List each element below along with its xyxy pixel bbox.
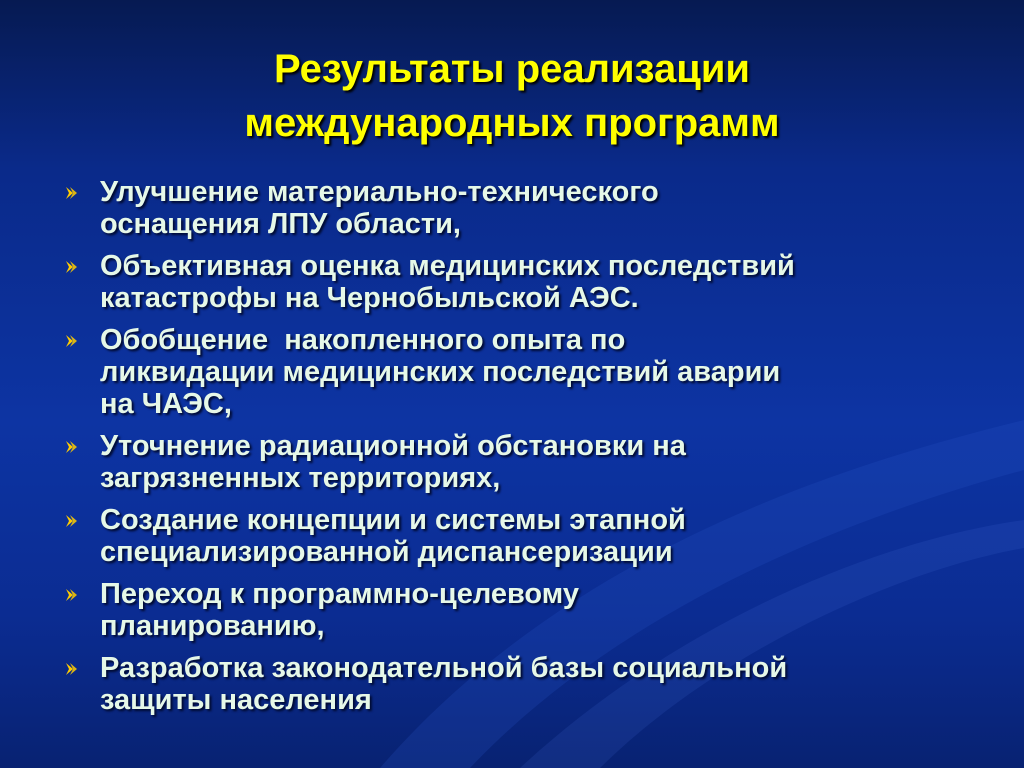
bullet-item (60, 504, 990, 568)
bullet-item (60, 652, 990, 716)
title-line-1: Результаты реализации (273, 47, 750, 91)
arrowhead-bullet-icon (64, 333, 80, 349)
bullet-text-line: Переход к программно-целевому (100, 578, 579, 610)
bullet-item (60, 176, 990, 240)
arrowhead-bullet-icon (64, 587, 80, 603)
bullet-text-line: загрязненных территориях, (100, 462, 501, 494)
bullet-text-line: Разработка законодательной базы социальной (100, 652, 788, 684)
slide-title (0, 42, 1024, 150)
bullet-text-line: защиты населения (100, 684, 372, 716)
arrowhead-bullet-icon (64, 661, 80, 677)
bullet-text-line: Улучшение материально-технического (100, 176, 659, 208)
title-line-2: международных программ (244, 101, 780, 145)
bullet-text-line: катастрофы на Чернобыльской АЭС. (100, 282, 639, 314)
bullet-list (60, 176, 990, 726)
bullet-item (60, 324, 990, 420)
bullet-item (60, 430, 990, 494)
bullet-text-line: Объективная оценка медицинских последствий (100, 250, 795, 282)
bullet-text-line: специализированной диспансеризации (100, 536, 673, 568)
bullet-text-line: на ЧАЭС, (100, 388, 232, 420)
bullet-text-line: ликвидации медицинских последствий аварии (100, 356, 781, 388)
arrowhead-bullet-icon (64, 513, 80, 529)
bullet-text-line: Создание концепции и системы этапной (100, 504, 686, 536)
arrowhead-bullet-icon (64, 259, 80, 275)
arrowhead-bullet-icon (64, 439, 80, 455)
bullet-text-line: планированию, (100, 610, 325, 642)
arrowhead-bullet-icon (64, 185, 80, 201)
bullet-text-line: Обобщение накопленного опыта по (100, 324, 626, 356)
bullet-text-line: Уточнение радиационной обстановки на (100, 430, 686, 462)
bullet-text-line: оснащения ЛПУ области, (100, 208, 461, 240)
bullet-item (60, 578, 990, 642)
bullet-item (60, 250, 990, 314)
